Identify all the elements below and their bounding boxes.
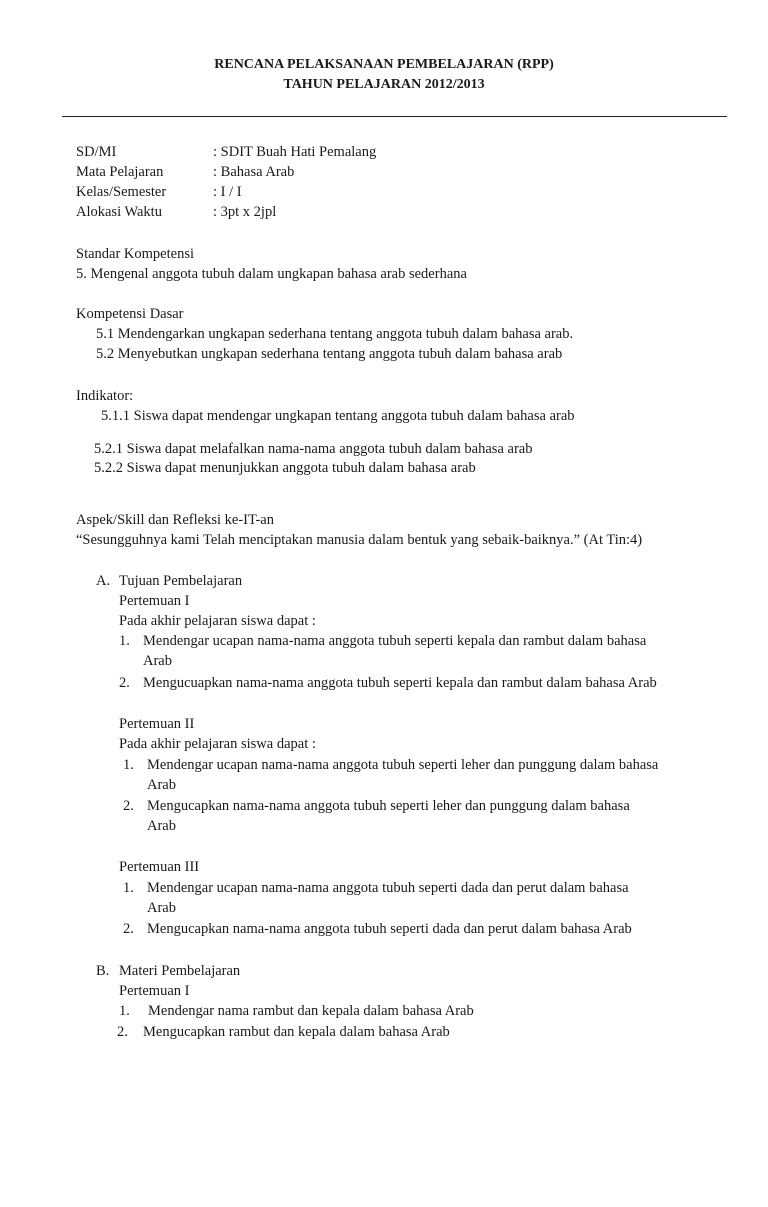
list-number: 1. — [123, 757, 134, 773]
identity-value-time: : 3pt x 2jpl — [213, 204, 277, 220]
indikator-item: 5.2.1 Siswa dapat melafalkan nama-nama anggota tubuh dalam bahasa arab — [94, 441, 533, 457]
aspek-heading: Aspek/Skill dan Refleksi ke-IT-an — [76, 512, 274, 528]
standar-text: 5. Mengenal anggota tubuh dalam ungkapan bahasa arab sederhana — [76, 266, 467, 282]
kompetensi-item: 5.1 Mendengarkan ungkapan sederhana tentang anggota tubuh dalam bahasa arab. — [96, 326, 574, 342]
indikator-item: 5.1.1 Siswa dapat mendengar ungkapan tentang anggota tubuh dalam bahasa arab — [101, 408, 575, 424]
document-year: TAHUN PELAJARAN 2012/2013 — [283, 77, 485, 92]
list-number: 1. — [119, 1003, 130, 1019]
objective-text: Mengucuapkan nama-nama anggota tubuh seperti kepala dan rambut dalam bahasa Arab — [143, 675, 657, 691]
objective-text-cont: Arab — [143, 653, 172, 669]
objective-text: Mendengar ucapan nama-nama anggota tubuh seperti kepala dan rambut dalam bahasa — [143, 633, 647, 649]
indikator-heading: Indikator: — [76, 388, 134, 404]
list-number: 2. — [117, 1024, 128, 1040]
material-text: Mengucapkan rambut dan kepala dalam bahasa Arab — [143, 1024, 450, 1040]
standar-heading: Standar Kompetensi — [76, 246, 194, 262]
meeting-title: Pertemuan I — [119, 983, 190, 999]
identity-label-time: Alokasi Waktu — [76, 204, 162, 220]
identity-label-class: Kelas/Semester — [76, 184, 167, 200]
objective-text: Mendengar ucapan nama-nama anggota tubuh seperti leher dan punggung dalam bahasa — [147, 757, 659, 773]
identity-value-school: : SDIT Buah Hati Pemalang — [213, 144, 377, 160]
objective-text-cont: Arab — [147, 777, 176, 793]
list-number: 1. — [123, 880, 134, 896]
section-b-title: Materi Pembelajaran — [119, 963, 241, 979]
section-a-label: A. — [96, 573, 111, 589]
objective-text: Mendengar ucapan nama-nama anggota tubuh seperti dada dan perut dalam bahasa — [147, 880, 629, 896]
list-number: 2. — [119, 675, 130, 691]
list-number: 1. — [119, 633, 130, 649]
objective-text: Mengucapkan nama-nama anggota tubuh seperti dada dan perut dalam bahasa Arab — [147, 921, 632, 937]
objective-text-cont: Arab — [147, 818, 176, 834]
meeting-title: Pertemuan III — [119, 859, 200, 875]
document-title: RENCANA PELAKSANAAN PEMBELAJARAN (RPP) — [214, 57, 554, 72]
objective-text: Mengucapkan nama-nama anggota tubuh seperti leher dan punggung dalam bahasa — [147, 798, 630, 814]
kompetensi-item: 5.2 Menyebutkan ungkapan sederhana tentang anggota tubuh dalam bahasa arab — [96, 346, 563, 362]
meeting-intro: Pada akhir pelajaran siswa dapat : — [119, 613, 316, 629]
identity-value-class: : I / I — [213, 184, 242, 200]
identity-label-subject: Mata Pelajaran — [76, 164, 164, 180]
meeting-title: Pertemuan II — [119, 716, 195, 732]
list-number: 2. — [123, 921, 134, 937]
aspek-quote: “Sesungguhnya kami Telah menciptakan manusia dalam bentuk yang sebaik-baiknya.” (At Tin:4) — [76, 532, 643, 548]
header-rule — [62, 116, 727, 117]
meeting-title: Pertemuan I — [119, 593, 190, 609]
kompetensi-heading: Kompetensi Dasar — [76, 306, 184, 322]
objective-text-cont: Arab — [147, 900, 176, 916]
section-b-label: B. — [96, 963, 110, 979]
section-a-title: Tujuan Pembelajaran — [119, 573, 243, 589]
list-number: 2. — [123, 798, 134, 814]
material-text: Mendengar nama rambut dan kepala dalam bahasa Arab — [148, 1003, 474, 1019]
identity-value-subject: : Bahasa Arab — [213, 164, 295, 180]
identity-label-school: SD/MI — [76, 144, 117, 160]
indikator-item: 5.2.2 Siswa dapat menunjukkan anggota tubuh dalam bahasa arab — [94, 460, 476, 476]
meeting-intro: Pada akhir pelajaran siswa dapat : — [119, 736, 316, 752]
